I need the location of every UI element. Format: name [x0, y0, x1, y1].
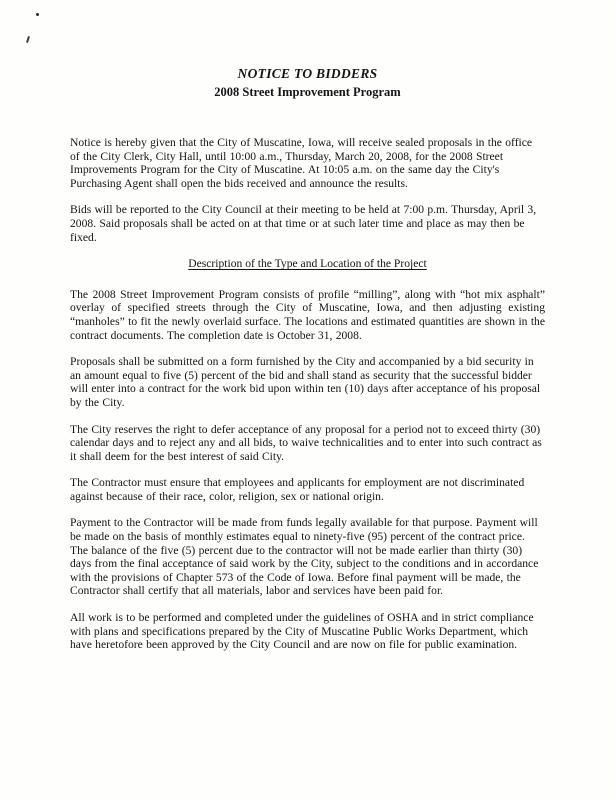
paragraph-osha-compliance: All work is to be performed and completed under the guidelines of OSHA and in strict compliance with plans and specifications prepared by the City of Muscatine Public Works Department, which have heretofore been approved by the City Council and are now on file for public examination. — [70, 611, 534, 652]
paragraph-program-description: The 2008 Street Improvement Program consists of profile “milling”, along with “hot mix asphalt” overlay of specified streets through the City of Muscatine, Iowa, and then adjusting existing “manholes” to fit the newly overlaid surface. The locations and estimated quantities are shown in the contract documents. The completion date is October 31, 2008. — [70, 287, 545, 342]
paragraph-city-rights: The City reserves the right to defer acceptance of any proposal for a period not to exceed thirty (30) calendar days and to reject any and all bids, to waive technicalities and to enter into such contract as it shall deem for the best interest of said City. — [70, 422, 542, 463]
paragraph-bids-reported: Bids will be reported to the City Council at their meeting to be held at 7:00 p.m. Thursday, April 3, 2008. Said proposals shall be acted on at that time or at such later time and place as may then be fixed. — [70, 203, 537, 244]
paragraph-notice: Notice is hereby given that the City of Muscatine, Iowa, will receive sealed proposals in the office of the City Clerk, City Hall, until 10:00 a.m., Thursday, March 20, 2008, for the 2008 Street Improvements Program for the City of Muscatine. At 10:05 a.m. on the same day the City's Purchasing Agent shall open the bids received and announce the results. — [70, 136, 533, 190]
paragraph-payment-terms: Payment to the Contractor will be made from funds legally available for that purpose. Payment will be made on the basis of monthly estimates equal to ninety-five (95) percent of the contract price. The balance of the five (5) percent due to the contractor will not be made earlier than thirty (30) days from the final acceptance of said work by the City, subject to the conditions and in accordance with the provisions of Chapter 573 of the Code of Iowa. Before final payment will be made, the Contractor shall certify that all materials, labor and services have been paid for. — [70, 516, 539, 598]
document-title: NOTICE TO BIDDERS — [237, 66, 378, 81]
document-body — [70, 136, 545, 652]
document-subtitle: 2008 Street Improvement Program — [214, 85, 401, 99]
scan-artifact-dot — [36, 13, 39, 16]
paragraph-non-discrimination: The Contractor must ensure that employees and applicants for employment are not discriminated against because of their race, color, religion, sex or national origin. — [70, 476, 525, 503]
section-heading-description: Description of the Type and Location of the Project — [188, 257, 427, 271]
scan-artifact-tick — [26, 36, 30, 43]
paragraph-proposals-submission: Proposals shall be submitted on a form furnished by the City and accompanied by a bid security in an amount equal to five (5) percent of the bid and shall stand as security that the successful bidder will enter into a contract for the work bid upon within ten (10) days after acceptance of his proposal by the City. — [70, 355, 541, 409]
